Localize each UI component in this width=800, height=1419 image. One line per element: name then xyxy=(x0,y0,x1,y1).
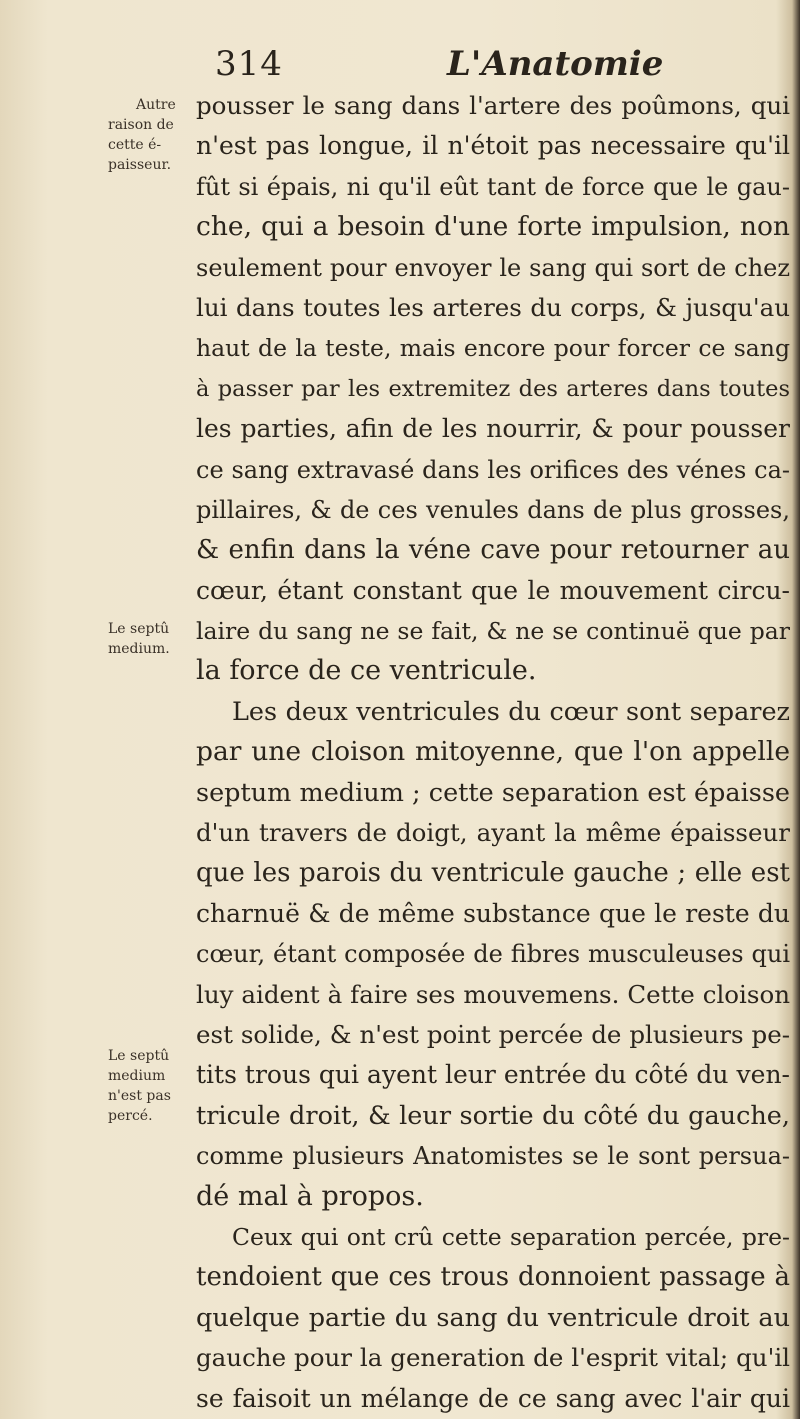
text-line: laire du sang ne se fait, & ne se continuë que par xyxy=(196,617,790,646)
margin-note-autre-raison xyxy=(108,95,204,175)
margin-note-line: Autre xyxy=(136,97,176,113)
margin-note-line: Le septû xyxy=(108,1048,170,1064)
text-line: & enfin dans la véne cave pour retourner au xyxy=(196,535,790,566)
page-number: 314 xyxy=(215,44,283,84)
text-line: tits trous qui ayent leur entrée du côté du ven- xyxy=(196,1060,790,1090)
text-line: d'un travers de doigt, ayant la même épaisseur xyxy=(196,818,790,848)
margin-notes xyxy=(0,0,200,1419)
margin-note-line: medium. xyxy=(108,641,170,657)
text-line: pillaires, & de ces venules dans de plus grosses, xyxy=(196,495,790,524)
text-line: dé mal à propos. xyxy=(196,1180,424,1212)
margin-note-septum-medium xyxy=(108,619,204,659)
text-line: tricule droit, & leur sortie du côté du gauche, xyxy=(196,1100,790,1131)
paragraph-1 xyxy=(196,86,790,692)
margin-note-line: paisseur. xyxy=(108,157,172,173)
text-line: les parties, afin de les nourrir, & pour pousser xyxy=(196,414,790,444)
text-line: seulement pour envoyer le sang qui sort de chez xyxy=(196,253,790,282)
text-line: Les deux ventricules du cœur sont separez xyxy=(232,696,790,727)
margin-note-line: Le septû xyxy=(108,621,170,637)
text-line: n'est pas longue, il n'étoit pas necessaire qu'il xyxy=(196,131,790,161)
margin-note-line: medium xyxy=(108,1068,166,1084)
paragraph-3 xyxy=(196,1217,790,1419)
text-line: pousser le sang dans l'artere des poûmons, qui xyxy=(196,91,790,120)
text-line: cœur, étant constant que le mouvement circu- xyxy=(196,575,790,605)
margin-note-line: raison de xyxy=(108,117,174,133)
text-line: cœur, étant composée de fibres musculeuses qui xyxy=(196,940,790,969)
text-line: se faisoit un mélange de ce sang avec l'air qui xyxy=(196,1383,790,1413)
text-line: charnuë & de même substance que le reste du xyxy=(196,898,790,928)
text-line: la force de ce ventricule. xyxy=(196,655,537,687)
text-line: Ceux qui ont crû cette separation percée, pre- xyxy=(232,1222,790,1251)
text-line: septum medium ; cette separation est épaisse xyxy=(196,777,790,808)
text-line: haut de la teste, mais encore pour forcer ce sang xyxy=(196,334,790,363)
text-line: que les parois du ventricule gauche ; elle est xyxy=(196,858,790,889)
text-line: quelque partie du sang du ventricule droit au xyxy=(196,1302,790,1333)
text-line: luy aident à faire ses mouvemens. Cette cloison xyxy=(196,979,790,1009)
text-line: lui dans toutes les arteres du corps, & jusqu'au xyxy=(196,292,790,322)
margin-note-line: percé. xyxy=(108,1108,153,1124)
margin-note-line: n'est pas xyxy=(108,1088,171,1104)
text-line: à passer par les extremitez des arteres dans toutes xyxy=(196,375,790,402)
text-line: tendoient que ces trous donnoient passage à xyxy=(196,1262,790,1293)
text-line: fût si épais, ni qu'il eût tant de force que le gau- xyxy=(196,172,790,201)
text-line: che, qui a besoin d'une forte impulsion, non xyxy=(196,211,790,243)
text-line: ce sang extravasé dans les orifices des vénes ca- xyxy=(196,455,790,484)
paragraph-2 xyxy=(196,692,790,1217)
text-line: comme plusieurs Anatomistes se le sont persua- xyxy=(196,1142,790,1171)
margin-note-line: cette é- xyxy=(108,137,162,153)
running-title: L'Anatomie xyxy=(447,44,664,84)
text-line: par une cloison mitoyenne, que l'on appelle xyxy=(196,736,790,768)
main-text xyxy=(196,86,790,1419)
margin-note-septum-not-pierced xyxy=(108,1046,204,1126)
text-line: gauche pour la generation de l'esprit vital; qu'il xyxy=(196,1343,790,1373)
text-line: est solide, & n'est point percée de plusieurs pe- xyxy=(196,1019,790,1049)
